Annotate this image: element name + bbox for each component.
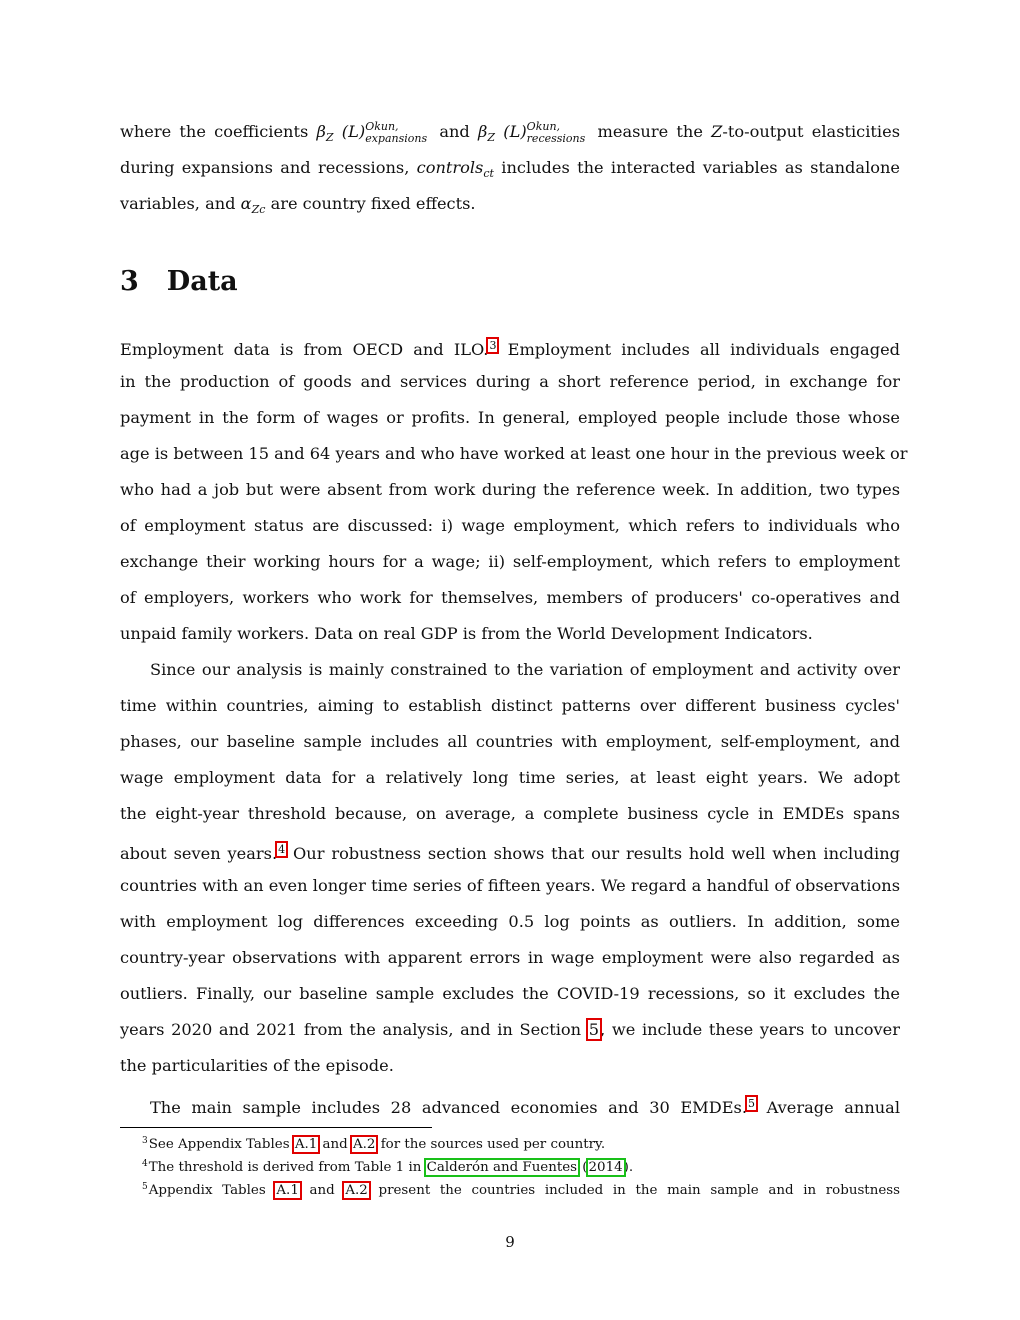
text-line: the eight-year threshold because, on average, a complete business cycle in EMDEs spans — [120, 804, 900, 823]
footnote-rule — [120, 1127, 432, 1128]
text-line: the particularities of the episode. — [120, 1056, 394, 1075]
text-line: years 2020 and 2021 from the analysis, and in Section 5, we include these years to uncover — [120, 1020, 900, 1039]
paragraph-2 — [120, 652, 900, 1084]
citation-link-calderon[interactable]: Calderón and Fuentes — [426, 1160, 578, 1175]
footnote-4: $^4$The threshold is derived from Table 1 in Calderón and Fuentes (2014). — [142, 1159, 634, 1175]
text-line: unpaid family workers. Data on real GDP is from the World Development Indicators. — [120, 624, 813, 643]
text-line: who had a job but were absent from work during the reference week. In addition, two types — [120, 480, 900, 499]
paragraph-3 — [120, 1086, 900, 1122]
text-line: outliers. Finally, our baseline sample excludes the COVID-19 recessions, so it excludes the — [120, 984, 900, 1003]
section-title: Data — [166, 266, 238, 297]
text-line: The main sample includes 28 advanced economies and 30 EMDEs.$^5$ Average annual — [150, 1097, 901, 1117]
footnotes — [120, 1130, 900, 1199]
text-line: age is between 15 and 64 years and who have worked at least one hour in the previous week or — [120, 444, 908, 463]
intro-line-2: during expansions and recessions, controls$_{ct}$ includes the interacted variables as standalone — [120, 158, 901, 180]
table-a1-link[interactable]: A.1 — [276, 1183, 299, 1198]
section-heading — [120, 266, 238, 297]
text-line: time within countries, aiming to establish distinct patterns over different business cycles' — [120, 696, 900, 715]
page-number: 9 — [505, 1233, 515, 1251]
footnote-3: $^3$See Appendix Tables A.1 and A.2 for the sources used per country. — [142, 1136, 606, 1152]
paragraph-1 — [120, 328, 908, 652]
text-line: countries with an even longer time series of fifteen years. We regard a handful of observations — [120, 876, 900, 895]
text-line: wage employment data for a relatively long time series, at least eight years. We adopt — [120, 768, 900, 787]
intro-line-3: variables, and $\alpha_{Zc}$ are country fixed effects. — [120, 194, 476, 216]
footnote-5: $^5$Appendix Tables A.1 and A.2 present the countries included in the main sample and in robustness — [142, 1182, 900, 1198]
text-line: payment in the form of wages or profits. In general, employed people include those whose — [120, 408, 900, 427]
citation-year-link[interactable]: 2014 — [588, 1160, 623, 1175]
footnote-ref-5[interactable]: 5 — [748, 1097, 756, 1110]
text-line: country-year observations with apparent errors in wage employment were also regarded as — [120, 948, 900, 967]
text-line: of employment status are discussed: i) wage employment, which refers to individuals who — [120, 516, 900, 535]
footnote-ref-4[interactable]: 4 — [278, 843, 286, 856]
text-line: in the production of goods and services during a short reference period, in exchange for — [120, 372, 900, 391]
text-line: phases, our baseline sample includes all countries with employment, self-employment, and — [120, 732, 900, 751]
footnote-ref-3[interactable]: 3 — [489, 339, 497, 352]
text-line: exchange their working hours for a wage; ii) self-employment, which refers to employment — [120, 552, 900, 571]
text-line: with employment log differences exceeding 0.5 log points as outliers. In addition, some — [120, 912, 900, 931]
table-a2-link[interactable]: A.2 — [345, 1183, 368, 1198]
text-line: about seven years.$^4$ Our robustness section shows that our results hold well when including — [120, 843, 900, 863]
table-a1-link[interactable]: A.1 — [294, 1137, 318, 1152]
section-5-link[interactable]: 5 — [588, 1020, 600, 1039]
section-number: 3 — [120, 266, 139, 297]
intro-line-1: where the coefficients $\beta_Z$ (L) Okun, expansions and $\beta_Z$ (L) Okun, recessions measure the Z-to-output elasticities — [120, 119, 900, 145]
table-a2-link[interactable]: A.2 — [352, 1137, 376, 1152]
text-line: Since our analysis is mainly constrained to the variation of employment and activity over — [150, 660, 900, 679]
text-line: of employers, workers who work for themselves, members of producers' co-operatives and — [120, 588, 900, 607]
intro-paragraph — [120, 114, 900, 222]
text-line: Employment data is from OECD and ILO.$^3$ Employment includes all individuals engaged — [120, 339, 901, 359]
